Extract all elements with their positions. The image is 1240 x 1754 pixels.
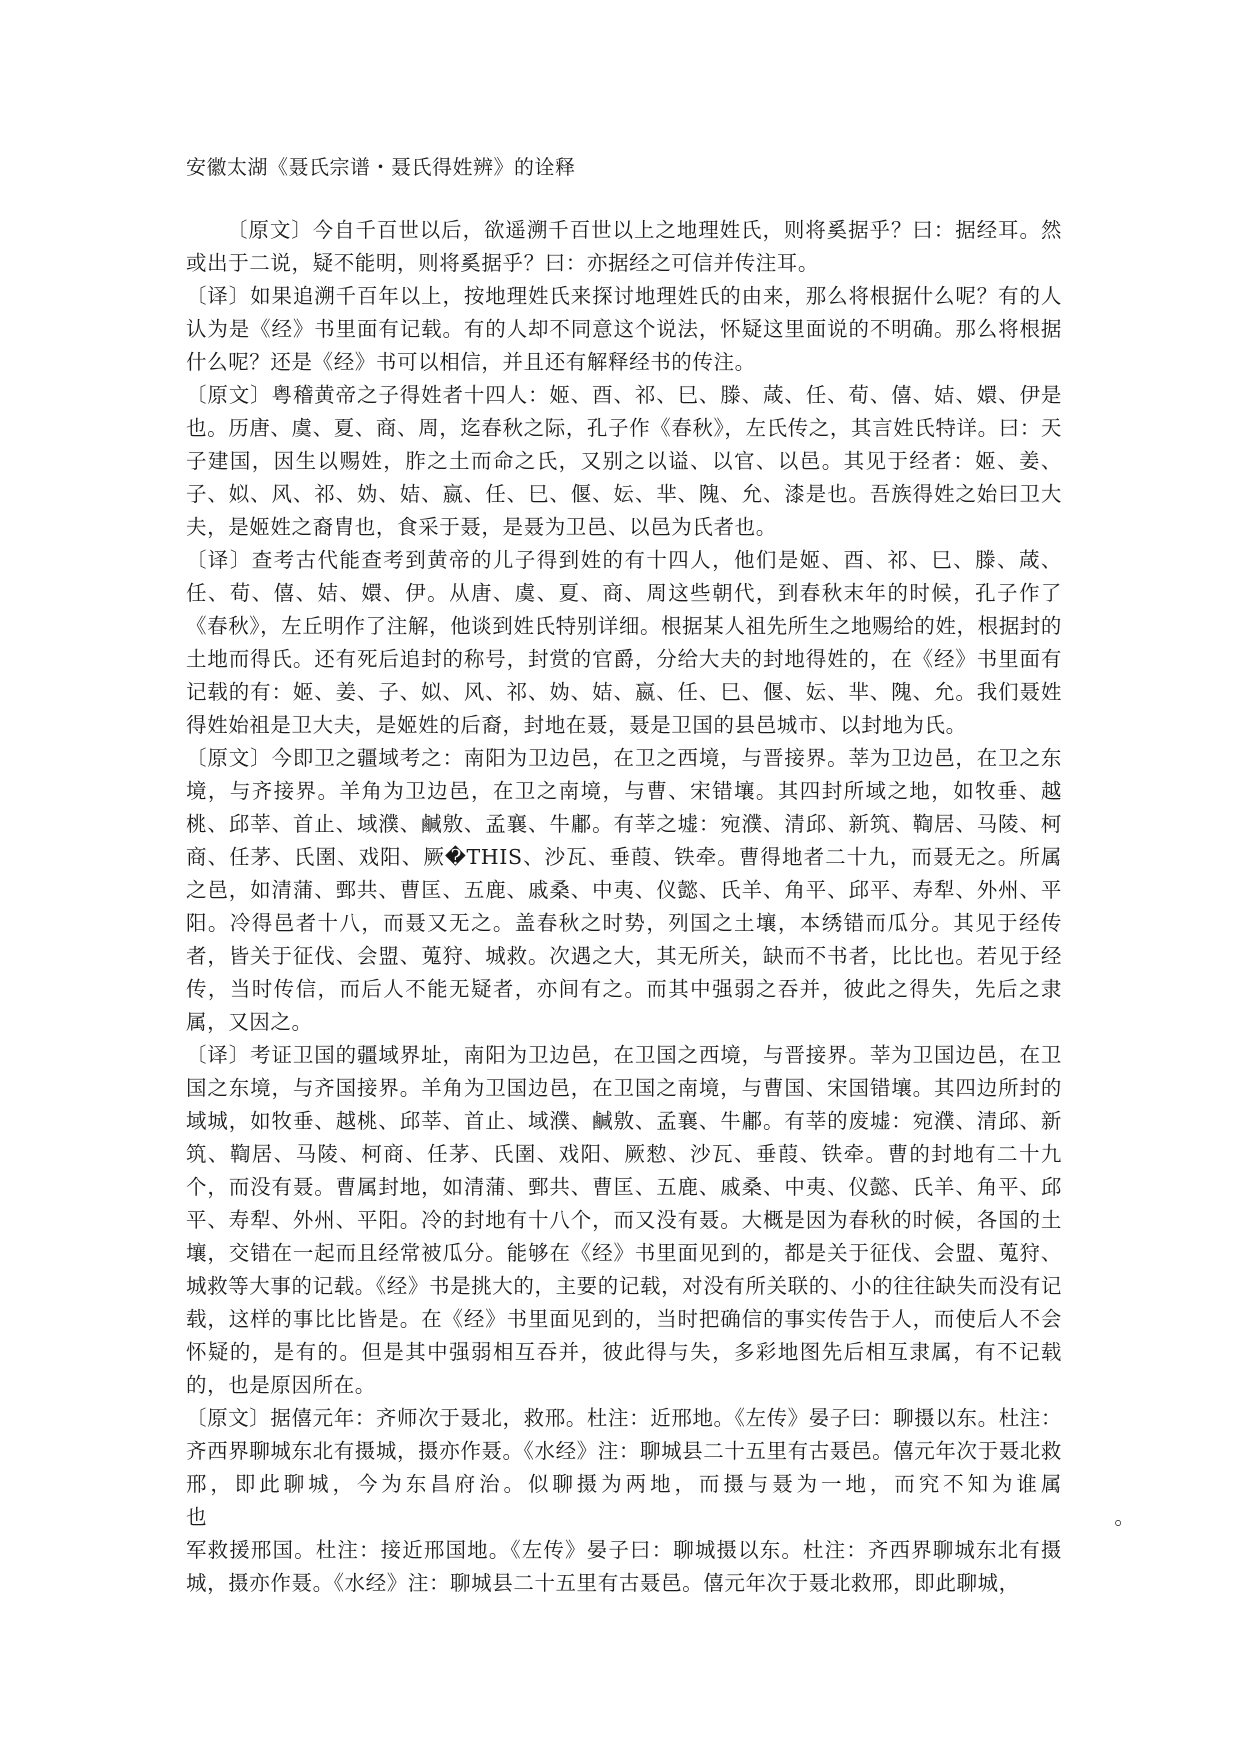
- paragraph-original-1: 〔原文〕今自千百世以后，欲遥溯千百世以上之地理姓氏，则将奚据乎？曰：据经耳。然或出于二说，疑不能明，则将奚据乎？曰：亦据经之可信并传注耳。: [186, 218, 1062, 275]
- paragraph-original-3: 〔原文〕今即卫之疆域考之：南阳为卫边邑，在卫之西境，与晋接界。莘为卫边邑，在卫之东境，与齐接界。羊角为卫边邑，在卫之南境，与曹、宋错壤。其四封所域之地，如牧垂、越桃、邱莘、首止、域濮、鹹敫、孟襄、牛鄘。有莘之墟：宛濮、清邱、新筑、鞫居、马陵、柯商、任茅、氏圉、戏阳、厥�THIS、沙瓦、垂葭、铁牵。曹得地者二十九，而聂无之。所属之邑，如清蒲、鄄共、曹匡、五鹿、戚桑、中夷、仪懿、氏羊、角平、邱平、寿犁、外州、平阳。冷得邑者十八，而聂又无之。盖春秋之时势，列国之土壤，本绣错而瓜分。其见于经传者，皆关于征伐、会盟、蒐狩、城救。次遇之大，其无所关，缺而不书者，比比也。若见于经传，当时传信，而后人不能无疑者，亦间有之。而其中强弱之吞并，彼此之得失，先后之隶属，又因之。: [186, 746, 1062, 1034]
- paragraph-original-2: 〔原文〕粤稽黄帝之子得姓者十四人：姬、酉、祁、巳、滕、葴、任、荀、僖、姞、嬛、伊是也。历唐、虞、夏、商、周，迄春秋之际，孔子作《春秋》，左氏传之，其言姓氏特详。曰：天子建国，因生以赐姓，胙之土而命之氏，又别之以谥、以官、以邑。其见于经者：姬、姜、子、姒、风、祁、妫、姞、嬴、任、巳、偃、妘、芈、隗、允、漆是也。吾族得姓之始曰卫大夫，是姬姓之裔胄也，食采于聂，是聂为卫邑、以邑为氏者也。: [186, 383, 1062, 539]
- paragraph-original-4: 〔原文〕据僖元年：齐师次于聂北，救邢。杜注：近邢地。《左传》晏子曰：聊摄以东。杜注：齐西界聊城东北有摄城，摄亦作聂。《水经》注：聊城县二十五里有古聂邑。僖元年次于聂北救邢，即此聊城，今为东昌府治。似聊摄为两地，而摄与聂为一地，而究不知为谁属也 。: [186, 1406, 1136, 1529]
- paragraph-translation-1: 〔译〕如果追溯千百年以上，按地理姓氏来探讨地理姓氏的由来，那么将根据什么呢？有的人认为是《经》书里面有记载。有的人却不同意这个说法，怀疑这里面说的不明确。那么将根据什么呢？还是《经》书可以相信，并且还有解释经书的传注。: [186, 284, 1062, 374]
- paragraph-translation-4-partial: 军救援邢国。杜注：接近邢国地。《左传》晏子曰：聊城摄以东。杜注：齐西界聊城东北有摄城，摄亦作聂。《水经》注：聊城县二十五里有古聂邑。僖元年次于聂北救邢，即此聊城，: [186, 1538, 1062, 1595]
- paragraph-translation-3: 〔译〕考证卫国的疆域界址，南阳为卫边邑，在卫国之西境，与晋接界。莘为卫国边邑，在卫国之东境，与齐国接界。羊角为卫国边邑，在卫国之南境，与曹国、宋国错壤。其四边所封的域城，如牧垂、越桃、邱莘、首止、域濮、鹹敫、孟襄、牛鄘。有莘的废墟：宛濮、清邱、新筑、鞫居、马陵、柯商、任茅、氏圉、戏阳、厥愸、沙瓦、垂葭、铁牵。曹的封地有二十九个，而没有聂。曹属封地，如清蒲、鄄共、曹匡、五鹿、戚桑、中夷、仪懿、氏羊、角平、邱平、寿犁、外州、平阳。冷的封地有十八个，而又没有聂。大概是因为春秋的时候，各国的土壤，交错在一起而且经常被瓜分。能够在《经》书里面见到的，都是关于征伐、会盟、蒐狩、城救等大事的记载。《经》书是挑大的，主要的记载，对没有所关联的、小的往往缺失而没有记载，这样的事比比皆是。在《经》书里面见到的，当时把确信的事实传告于人，而使后人不会怀疑的，是有的。但是其中强弱相互吞并，彼此得与失，多彩地图先后相互隶属，有不记载的，也是原因所在。: [186, 1043, 1062, 1397]
- document-title: 安徽太湖《聂氏宗谱・聂氏得姓辨》的诠释: [186, 155, 576, 179]
- paragraph-translation-2: 〔译〕查考古代能查考到黄帝的儿子得到姓的有十四人，他们是姬、酉、祁、巳、滕、葴、任、荀、僖、姞、嬛、伊。从唐、虞、夏、商、周这些朝代，到春秋末年的时候，孔子作了《春秋》，左丘明作了注解，他谈到姓氏特别详细。根据某人祖先所生之地赐给的姓，根据封的土地而得氏。还有死后追封的称号，封赏的官爵，分给大夫的封地得姓的，在《经》书里面有记载的有：姬、姜、子、姒、风、祁、妫、姞、嬴、任、巳、偃、妘、芈、隗、允。我们聂姓得姓始祖是卫大夫，是姬姓的后裔，封地在聂，聂是卫国的县邑城市、以封地为氏。: [186, 548, 1062, 737]
- document-page: [186, 150, 1136, 1600]
